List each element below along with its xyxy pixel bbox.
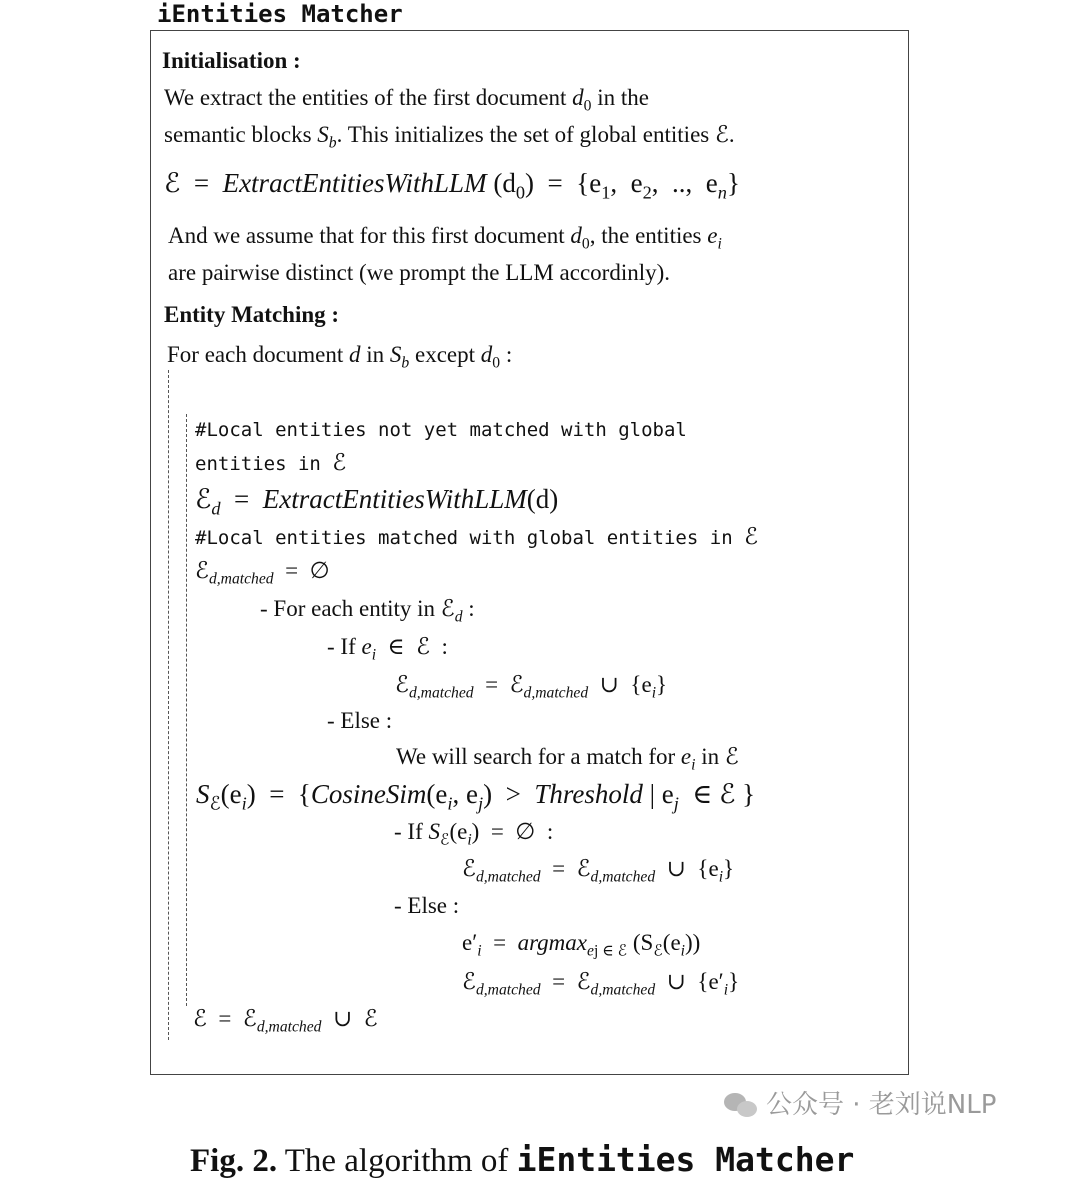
line-segment: ℰ <box>462 969 476 994</box>
line-segment: entities in <box>195 453 333 475</box>
line-segment: , e <box>610 168 643 198</box>
algorithm-line-update-global <box>193 1004 378 1042</box>
line-segment: d,matched <box>408 684 474 702</box>
line-segment: i <box>467 831 472 849</box>
line-segment: = ℰ <box>540 856 591 881</box>
line-segment: ∪ {e′ <box>655 969 724 994</box>
line-segment: ∪ {e <box>588 672 652 697</box>
watermark-text: 公众号 · 老刘说NLP <box>766 1090 997 1120</box>
line-segment: 1 <box>601 182 611 203</box>
line-segment: ∪ ℰ <box>321 1006 378 1031</box>
line-segment: ExtractEntitiesWithLLM <box>262 484 527 514</box>
line-segment: ℰ <box>439 831 450 849</box>
line-segment: d,matched <box>475 868 541 886</box>
line-segment: = <box>220 484 263 514</box>
line-segment: e <box>587 942 594 960</box>
line-segment: i <box>371 646 377 664</box>
algorithm-line-add-1 <box>395 670 667 708</box>
line-segment: i <box>680 942 686 960</box>
outer-loop-dashed-line <box>168 370 169 1040</box>
algorithm-line-search <box>396 742 739 780</box>
inner-block-dashed-line <box>186 414 187 1006</box>
line-segment: ExtractEntitiesWithLLM <box>222 168 487 198</box>
line-segment: ) > <box>483 779 535 809</box>
line-segment: : <box>500 342 513 367</box>
line-segment: Threshold <box>534 779 643 809</box>
line-segment: )) <box>685 930 701 955</box>
line-segment: - If <box>327 634 362 659</box>
algorithm-line-else-1 <box>327 706 392 736</box>
line-segment: - Else : <box>327 708 393 733</box>
line-segment: 0 <box>583 97 592 115</box>
line-segment: d <box>570 223 582 248</box>
line-segment: . This initializes the set of global entities ℰ. <box>336 122 735 147</box>
line-segment: , .., e <box>651 168 718 198</box>
algorithm-line-comment-2 <box>195 522 758 553</box>
watermark <box>724 1088 996 1122</box>
line-segment: i <box>651 684 657 702</box>
line-segment: j ∈ ℰ <box>593 942 628 960</box>
line-segment: semantic blocks <box>164 122 318 147</box>
line-segment: 0 <box>581 235 590 253</box>
algorithm-line-init-matched <box>195 556 330 594</box>
line-segment: 0 <box>515 182 526 203</box>
line-segment: d,matched <box>590 981 656 999</box>
line-segment: - For each entity in ℰ <box>260 596 455 621</box>
line-segment: = ℰ <box>540 969 591 994</box>
line-segment: ℰ = <box>164 168 223 198</box>
line-segment: i <box>718 868 724 886</box>
line-segment: Initialisation : <box>162 48 301 73</box>
algorithm-line-add-2 <box>462 854 734 892</box>
line-segment: We will search for a match for <box>396 744 681 769</box>
line-segment: d,matched <box>256 1018 322 1036</box>
line-segment: in the <box>591 85 649 110</box>
line-segment: , the entities <box>589 223 708 248</box>
line-segment: e <box>707 223 718 248</box>
line-segment: i <box>691 756 696 774</box>
algorithm-line-if-empty <box>394 817 553 855</box>
line-segment: ∈ ℰ : <box>376 634 448 659</box>
algorithm-line-init-text-1 <box>164 83 649 121</box>
line-segment: ℰ = ℰ <box>193 1006 257 1031</box>
line-segment: ) = ∅ : <box>471 819 554 844</box>
line-segment: in <box>360 342 390 367</box>
line-segment: d <box>480 342 493 367</box>
line-segment: b <box>401 354 410 372</box>
line-segment: = <box>481 930 518 955</box>
line-segment: = ℰ <box>473 672 524 697</box>
line-segment: #Local entities not yet matched with global <box>195 419 687 441</box>
caption-algorithm-name: iEntities Matcher <box>516 1140 855 1179</box>
line-segment: : <box>462 596 475 621</box>
line-segment: i <box>241 793 247 814</box>
line-segment: (S <box>627 930 654 955</box>
line-segment: ) = {e <box>525 168 602 198</box>
algorithm-line-assume-2 <box>168 258 670 288</box>
line-segment: 0 <box>492 354 501 372</box>
line-segment: d <box>572 85 584 110</box>
algorithm-line-init-text-2 <box>164 120 735 158</box>
line-segment: } <box>723 856 735 881</box>
line-segment: argmax <box>517 930 587 955</box>
line-segment: d <box>211 498 221 519</box>
line-segment: d,matched <box>523 684 589 702</box>
line-segment: in ℰ <box>695 744 739 769</box>
line-segment: = ∅ <box>273 558 330 583</box>
algorithm-line-sim-formula <box>196 779 755 818</box>
algorithm-line-comment-1b <box>195 448 346 479</box>
figure-title: iEntities Matcher <box>157 0 403 28</box>
line-segment: - Else : <box>394 893 460 918</box>
algorithm-line-add-3 <box>462 967 739 1005</box>
line-segment: (e <box>449 819 468 844</box>
line-segment: j <box>478 793 484 814</box>
line-segment: i <box>723 981 729 999</box>
line-segment: i <box>447 793 453 814</box>
line-segment: } <box>726 168 740 198</box>
line-segment: ℰ <box>195 558 209 583</box>
algorithm-line-else-2 <box>394 891 459 921</box>
line-segment: n <box>717 182 727 203</box>
line-segment: ∪ {e <box>655 856 719 881</box>
line-segment: We extract the entities of the first document <box>164 85 573 110</box>
line-segment: CosineSim <box>310 779 427 809</box>
line-segment: are pairwise distinct (we prompt the LLM accordinly). <box>168 260 671 285</box>
line-segment: S <box>196 779 210 809</box>
line-segment: e <box>680 744 692 769</box>
line-segment: ) = { <box>246 779 311 809</box>
algorithm-line-extract-local <box>195 484 558 523</box>
algorithm-line-match-heading <box>164 300 339 330</box>
algorithm-line-if-in <box>327 632 448 670</box>
line-segment: j <box>673 793 679 814</box>
line-segment: (d <box>486 168 516 198</box>
line-segment: - If <box>394 819 429 844</box>
line-segment: (e <box>220 779 242 809</box>
algorithm-line-for-each-entity <box>260 594 475 632</box>
line-segment: ℰ <box>395 672 409 697</box>
algorithm-line-for-each-doc <box>167 340 512 378</box>
line-segment: e <box>361 634 372 659</box>
line-segment: (d) <box>526 484 559 514</box>
line-segment: And we assume that for this first document <box>168 223 571 248</box>
line-segment: ℰ <box>195 484 212 514</box>
algorithm-line-init-formula <box>164 168 740 207</box>
line-segment: ℰ <box>209 793 221 814</box>
line-segment: #Local entities matched with global entities in <box>195 527 745 549</box>
caption-label: Fig. 2. <box>190 1143 278 1179</box>
line-segment: ℰ <box>653 942 663 960</box>
line-segment: ℰ <box>462 856 476 881</box>
line-segment: ∈ ℰ } <box>678 779 756 809</box>
line-segment: ℰ <box>332 450 347 475</box>
line-segment: } <box>656 672 668 697</box>
line-segment: except <box>409 342 481 367</box>
line-segment: i <box>717 235 722 253</box>
line-segment: d,matched <box>208 570 274 588</box>
line-segment: d,matched <box>475 981 541 999</box>
algorithm-line-init-heading <box>162 46 301 76</box>
line-segment: (e <box>662 930 681 955</box>
line-segment: d <box>349 342 361 367</box>
algorithm-line-comment-1a <box>195 414 687 445</box>
line-segment: 2 <box>642 182 652 203</box>
line-segment: (e <box>426 779 448 809</box>
caption-text: The algorithm of <box>277 1143 517 1179</box>
algorithm-line-assume-1 <box>168 221 722 259</box>
line-segment: S <box>317 122 329 147</box>
line-segment: For each document <box>167 342 350 367</box>
wechat-icon <box>724 1091 760 1119</box>
algorithm-line-argmax <box>462 928 700 966</box>
line-segment: d,matched <box>590 868 656 886</box>
line-segment: } <box>728 969 740 994</box>
line-segment: b <box>328 134 337 152</box>
line-segment: , e <box>452 779 478 809</box>
line-segment: Entity Matching : <box>164 302 340 327</box>
figure-caption <box>190 1140 854 1181</box>
line-segment: i <box>477 942 482 960</box>
line-segment: ℰ <box>744 524 759 549</box>
line-segment: S <box>389 342 402 367</box>
line-segment: S <box>428 819 440 844</box>
line-segment: d <box>454 608 463 626</box>
line-segment: | e <box>642 779 674 809</box>
line-segment: e′ <box>462 930 478 955</box>
